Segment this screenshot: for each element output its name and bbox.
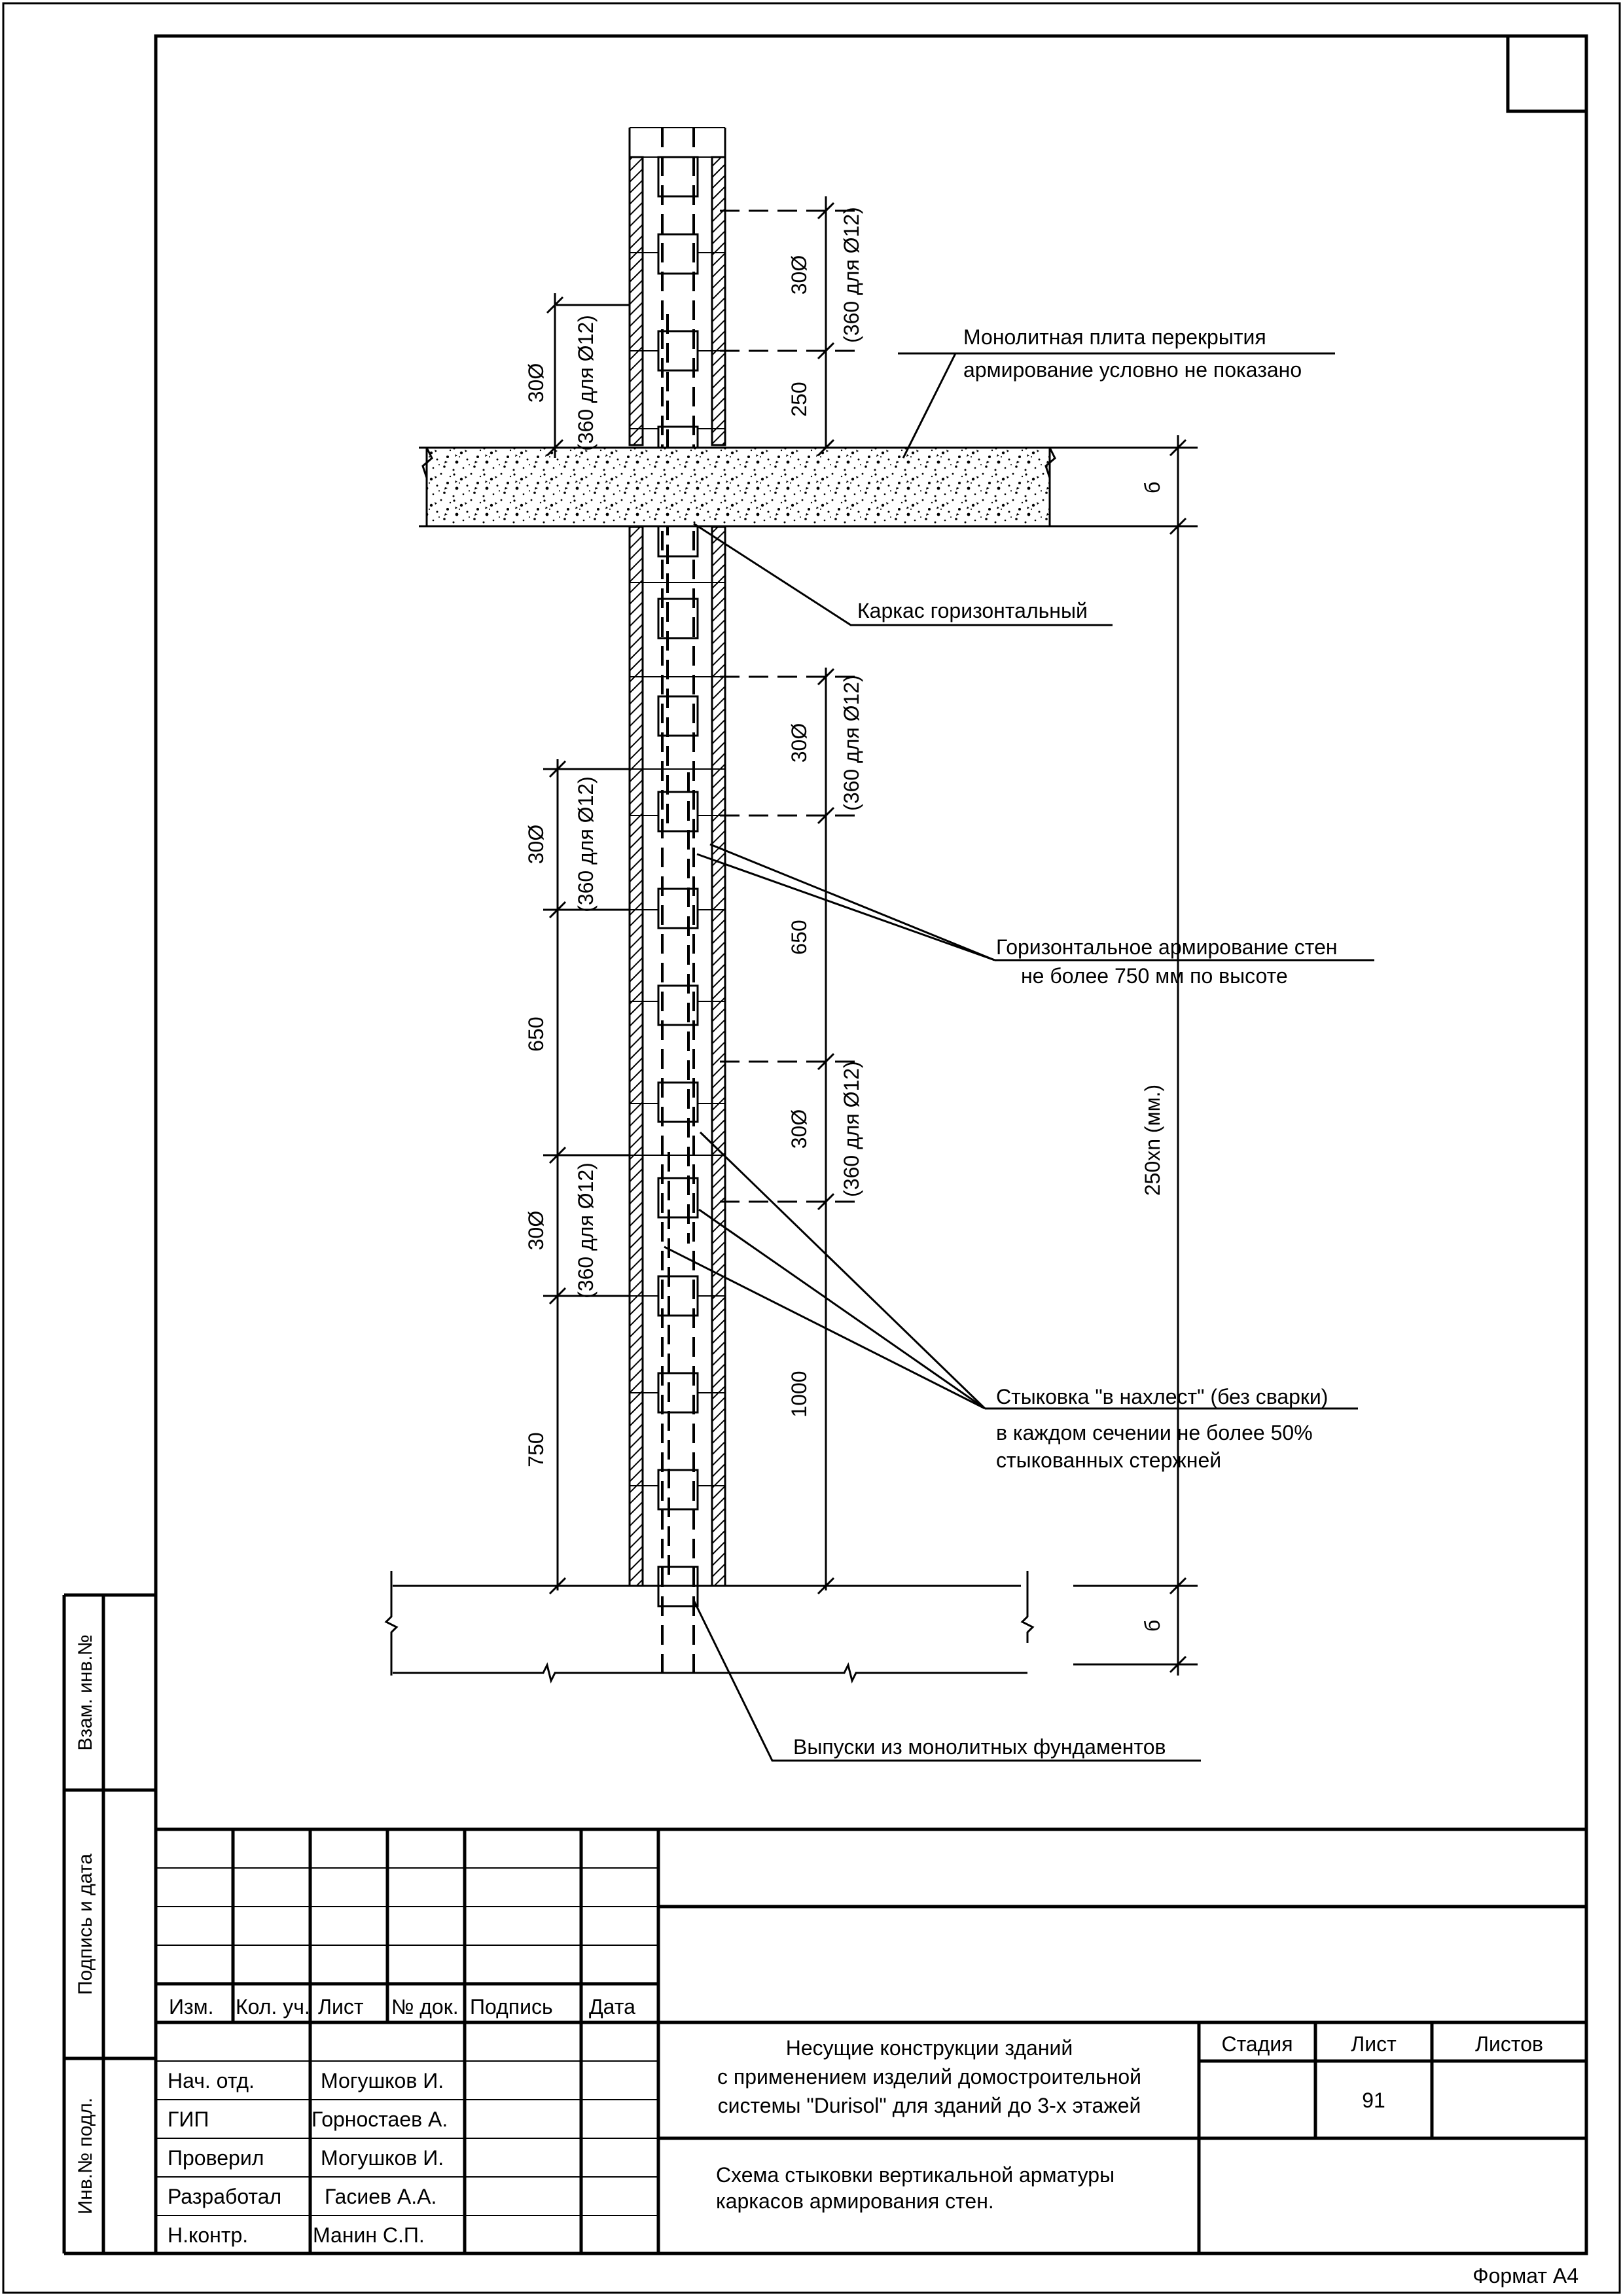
role-proveril: Проверил: [168, 2146, 264, 2170]
sheet-number: 91: [1362, 2089, 1385, 2112]
project-line-3: системы "Durisol" для зданий до 3-х этажей: [717, 2094, 1141, 2117]
project-line-1: Несущие конструкции зданий: [785, 2036, 1073, 2060]
rebar-frame: [658, 1083, 698, 1122]
horizontal-frames: [658, 157, 698, 1606]
floor-slab: [427, 448, 1050, 526]
dim-300-low-left: 30Ø: [524, 1210, 548, 1251]
dim-650-left: 650: [524, 1016, 548, 1052]
dim-1000: 1000: [787, 1371, 811, 1418]
sheet-outer-border: [3, 3, 1620, 2293]
role-razrabotal: Разработал: [168, 2185, 282, 2208]
side-inv: Инв.№ подл.: [75, 2097, 96, 2215]
col-data: Дата: [589, 1995, 635, 2018]
dim-300-mid-left: 30Ø: [524, 824, 548, 865]
rebar-frame: [658, 1178, 698, 1217]
col-podpis: Подпись: [470, 1995, 553, 2018]
dim-650-right: 650: [787, 920, 811, 955]
label-lap-3: стыкованных стержней: [996, 1448, 1222, 1472]
rebar-frame: [658, 1373, 698, 1412]
label-lap-1: Стыковка "в нахлест" (без сварки): [996, 1385, 1329, 1408]
project-line-2: с применением изделий домостроительной: [717, 2065, 1142, 2089]
rebar-frame: [658, 696, 698, 736]
name-nach-otd: Могушков И.: [321, 2069, 444, 2092]
dim-300-low-right: 30Ø: [787, 1109, 811, 1149]
role-nach-otd: Нач. отд.: [168, 2069, 255, 2092]
side-vzam: Взам. инв.№: [75, 1634, 96, 1751]
col-izm: Изм.: [169, 1995, 214, 2018]
label-horiz-reinf-1: Горизонтальное армирование стен: [996, 935, 1338, 959]
rebar-frame: [658, 157, 698, 196]
format-label: Формат А4: [1472, 2264, 1578, 2287]
rebar-frame: [658, 1276, 698, 1316]
rebar-frame: [658, 599, 698, 638]
dim-300-top-left: 30Ø: [524, 363, 548, 403]
title-block-text: [168, 1995, 1578, 2287]
rebar-frame: [658, 889, 698, 928]
dim-foundation-thickness: б: [1141, 1619, 1164, 1632]
dim-300-mid-right: 30Ø: [787, 723, 811, 763]
dim-slab-thickness: б: [1141, 481, 1164, 494]
dim-250xn: 250xn (мм.): [1141, 1084, 1164, 1196]
rebar-frame: [658, 986, 698, 1025]
dim-300-top-right: 30Ø: [787, 255, 811, 295]
label-frame-horizontal: Каркас горизонтальный: [857, 599, 1088, 622]
rebar-frame: [658, 331, 698, 370]
rebar-frame: [658, 792, 698, 831]
label-outlets: Выпуски из монолитных фундаментов: [793, 1735, 1166, 1759]
name-proveril: Могушков И.: [321, 2146, 444, 2170]
sheets-label: Листов: [1475, 2032, 1543, 2056]
role-n-kontr: Н.контр.: [168, 2223, 249, 2247]
rebar-frame: [658, 1470, 698, 1509]
sheet-title-1: Схема стыковки вертикальной арматуры: [716, 2163, 1115, 2187]
annotations: [793, 325, 1338, 1759]
dim-360-top-right: (360 для Ø12): [840, 207, 863, 343]
dim-360-mid-left: (360 для Ø12): [574, 776, 597, 912]
drawing-frame: [156, 36, 1586, 2253]
dim-360-low-right: (360 для Ø12): [840, 1061, 863, 1197]
foundation: [386, 1571, 1033, 1681]
dim-360-low-left: (360 для Ø12): [574, 1162, 597, 1299]
label-horiz-reinf-2: не более 750 мм по высоте: [1021, 964, 1288, 988]
rebar-frame: [658, 234, 698, 274]
role-gip: ГИП: [168, 2108, 209, 2131]
name-n-kontr: Манин С.П.: [313, 2223, 425, 2247]
dim-360-top-left: (360 для Ø12): [574, 315, 597, 451]
side-stamp-labels: [75, 1634, 96, 2214]
dim-250: 250: [787, 382, 811, 417]
dim-750: 750: [524, 1432, 548, 1467]
dimension-values: [524, 207, 1164, 1632]
label-slab-note: армирование условно не показано: [963, 358, 1302, 382]
col-nom-dok: № док.: [391, 1995, 459, 2018]
label-lap-2: в каждом сечении не более 50%: [996, 1421, 1313, 1444]
corner-box: [1508, 36, 1586, 111]
dim-360-mid-right: (360 для Ø12): [840, 675, 863, 811]
leader-lines: [664, 353, 1374, 1761]
label-slab-title: Монолитная плита перекрытия: [963, 325, 1266, 349]
col-list: Лист: [318, 1995, 364, 2018]
col-kol-uch: Кол. уч.: [236, 1995, 310, 2018]
name-razrabotal: Гасиев А.А.: [325, 2185, 437, 2208]
side-podpis: Подпись и дата: [75, 1854, 96, 1995]
sheet-label: Лист: [1351, 2032, 1397, 2056]
stage-label: Стадия: [1221, 2032, 1293, 2056]
name-gip: Горностаев А.: [312, 2108, 448, 2131]
sheet-title-2: каркасов армирования стен.: [716, 2189, 994, 2213]
